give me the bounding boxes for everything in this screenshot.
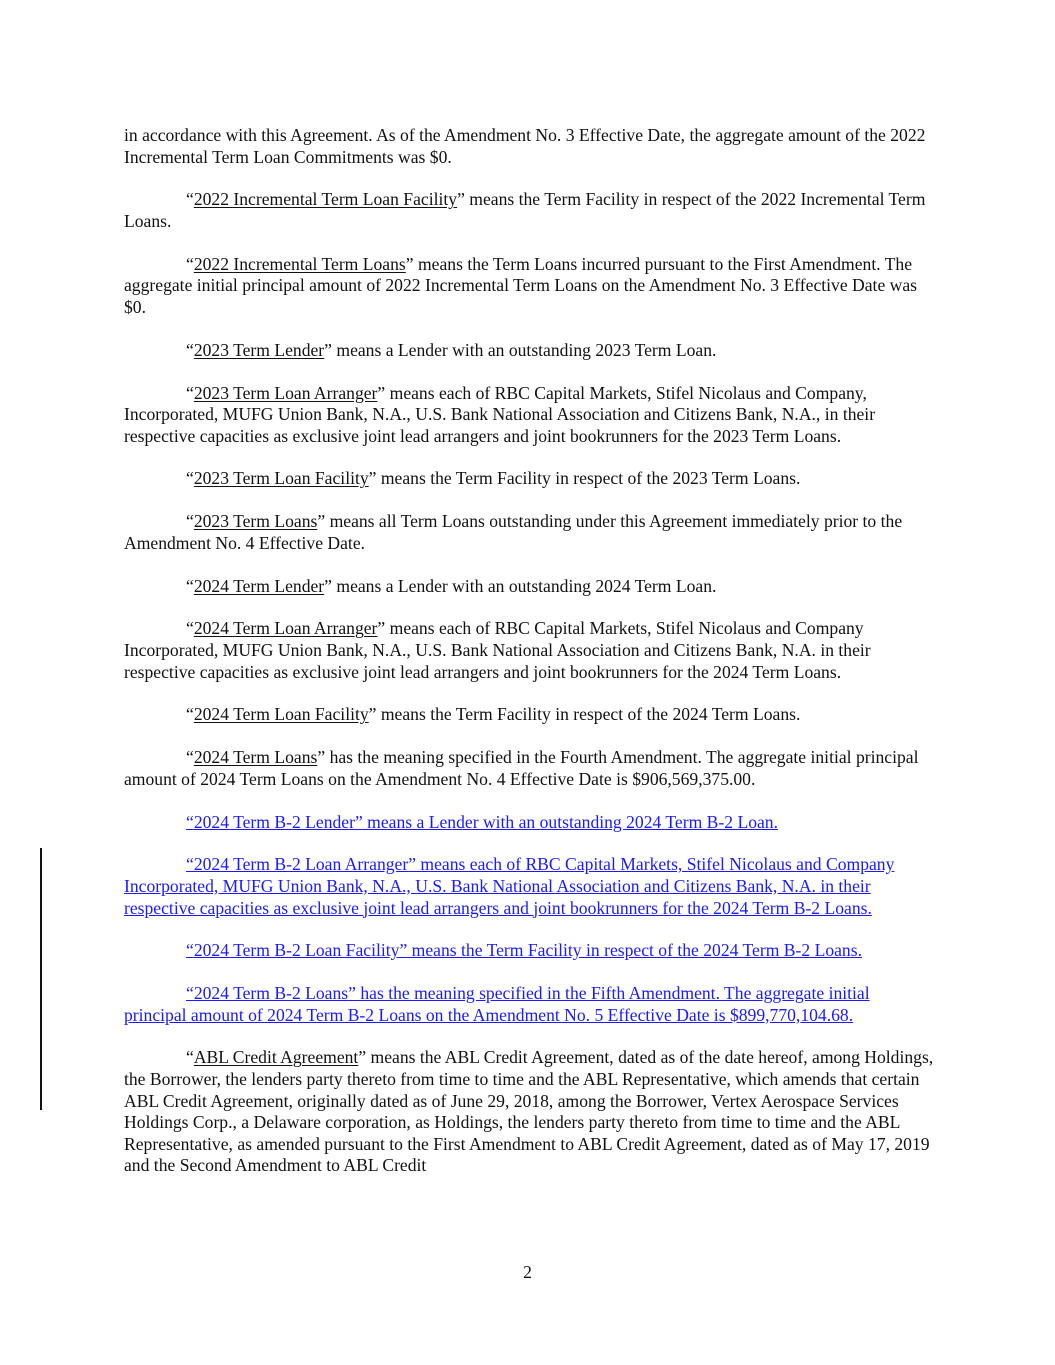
defined-term: 2024 Term B-2 Lender xyxy=(193,811,355,832)
definition-2024-term-loan-facility: “2024 Term Loan Facility” means the Term Facility in respect of the 2024 Term Loans. xyxy=(186,704,801,725)
definition-text: means each of RBC Capital Markets, Stifel Nicolaus and Company Incorporated, MUFG Union Bank, N.A., U.S. Bank National Association and Citizens Bank, N.A. in their respective capacities as exclusive joint lead arrangers and joint bookrunners for the 2024 Term Loans. xyxy=(124,618,871,682)
inserted-definition-2024-term-b2-loans: “2024 Term B-2 Loans” has the meaning specified in the Fifth Amendment. The aggregate initial principal amount of 2024 Term B-2 Loans on the Amendment No. 5 Effective Date is $899,770,104.68. xyxy=(124,983,870,1025)
definition-2024-term-loans: “2024 Term Loans” has the meaning specified in the Fourth Amendment. The aggregate initial principal amount of 2024 Term Loans on the Amendment No. 4 Effective Date is $906,569,375.00. xyxy=(124,747,919,789)
document-body xyxy=(124,125,936,1198)
defined-term: 2022 Incremental Term Loans xyxy=(193,253,406,274)
defined-term: 2024 Term B-2 Loan Arranger xyxy=(193,854,409,875)
definition-text: means each of RBC Capital Markets, Stifel Nicolaus and Company, Incorporated, MUFG Union Bank, N.A., U.S. Bank National Association and Citizens Bank, N.A., in their respective capacities as exclusive joint lead arrangers and joint bookrunners for the 2023 Term Loans. xyxy=(124,382,876,446)
defined-term: 2024 Term B-2 Loan Facility xyxy=(193,940,400,961)
defined-term: 2023 Term Loan Facility xyxy=(193,468,369,489)
page-number: 2 xyxy=(523,1262,532,1282)
definition-text: means a Lender with an outstanding 2023 Term Loan. xyxy=(331,339,717,360)
definition-text: means the Term Loans incurred pursuant to the First Amendment. The aggregate initial principal amount of 2022 Incremental Term Loans on the Amendment No. 3 Effective Date was $0. xyxy=(124,253,918,317)
defined-term: 2024 Term B-2 Loans xyxy=(193,983,349,1004)
definition-2024-term-lender: “2024 Term Lender” means a Lender with an outstanding 2024 Term Loan. xyxy=(186,575,717,596)
definition-2023-term-loan-arranger: “2023 Term Loan Arranger” means each of RBC Capital Markets, Stifel Nicolaus and Company, Incorporated, MUFG Union Bank, N.A., U.S. Bank National Association and Citizens Bank, N.A., in their respective capacities as exclusive joint lead arrangers and joint bookrunners for the 2023 Term Loans. xyxy=(124,382,876,446)
definition-2022-incremental-term-loans: “2022 Incremental Term Loans” means the Term Loans incurred pursuant to the First Amendment. The aggregate initial principal amount of 2022 Incremental Term Loans on the Amendment No. 3 Effective Date was $0. xyxy=(124,253,918,317)
definition-2022-incremental-term-loan-facility: “2022 Incremental Term Loan Facility” means the Term Facility in respect of the 2022 Incremental Term Loans. xyxy=(124,189,926,231)
defined-term: 2023 Term Loan Arranger xyxy=(193,382,378,403)
definition-2023-term-loan-facility: “2023 Term Loan Facility” means the Term Facility in respect of the 2023 Term Loans. xyxy=(186,468,801,489)
definition-text: means the ABL Credit Agreement, dated as of the date hereof, among Holdings, the Borrower, the lenders party thereto from time to time and the ABL Representative, which amends that certain ABL Credit Agreement, originally dated as of June 29, 2018, among the Borrower, Vertex Aerospace Services Holdings Corp., a Delaware corporation, as Holdings, the lenders party thereto from time to time and the ABL Representative, as amended pursuant to the First Amendment to ABL Credit Agreement, dated as of May 17, 2019 and the Second Amendment to ABL Credit xyxy=(124,1047,934,1176)
inserted-definition-2024-term-b2-loan-arranger: “2024 Term B-2 Loan Arranger” means each of RBC Capital Markets, Stifel Nicolaus and Company Incorporated, MUFG Union Bank, N.A., U.S. Bank National Association and Citizens Bank, N.A. in their respective capacities as exclusive joint lead arrangers and joint bookrunners for the 2024 Term B-2 Loans. xyxy=(124,854,895,918)
definition-text: means a Lender with an outstanding 2024 Term B-2 Loan. xyxy=(362,811,779,832)
defined-term: 2024 Term Loans xyxy=(193,747,318,768)
definition-2024-term-loan-arranger: “2024 Term Loan Arranger” means each of RBC Capital Markets, Stifel Nicolaus and Company Incorporated, MUFG Union Bank, N.A., U.S. Bank National Association and Citizens Bank, N.A. in their respective capacities as exclusive joint lead arrangers and joint bookrunners for the 2024 Term Loans. xyxy=(124,618,871,682)
definition-2023-term-lender: “2023 Term Lender” means a Lender with an outstanding 2023 Term Loan. xyxy=(186,339,717,360)
definition-text: means each of RBC Capital Markets, Stifel Nicolaus and Company Incorporated, MUFG Union Bank, N.A., U.S. Bank National Association and Citizens Bank, N.A. in their respective capacities as exclusive joint lead arrangers and joint bookrunners for the 2024 Term B-2 Loans. xyxy=(124,854,895,918)
inserted-definition-2024-term-b2-loan-facility: “2024 Term B-2 Loan Facility” means the Term Facility in respect of the 2024 Term B-2 Loans. xyxy=(186,940,862,961)
defined-term: 2022 Incremental Term Loan Facility xyxy=(193,189,458,210)
defined-term: 2023 Term Lender xyxy=(193,339,325,360)
definition-2023-term-loans: “2023 Term Loans” means all Term Loans outstanding under this Agreement immediately prior to the Amendment No. 4 Effective Date. xyxy=(124,511,903,553)
definition-abl-credit-agreement: “ABL Credit Agreement” means the ABL Credit Agreement, dated as of the date hereof, among Holdings, the Borrower, the lenders party thereto from time to time and the ABL Representative, which amends that certain ABL Credit Agreement, originally dated as of June 29, 2018, among the Borrower, Vertex Aerospace Services Holdings Corp., a Delaware corporation, as Holdings, the lenders party thereto from time to time and the ABL Representative, as amended pursuant to the First Amendment to ABL Credit Agreement, dated as of May 17, 2019 and the Second Amendment to ABL Credit xyxy=(124,1047,934,1176)
defined-term: 2024 Term Loan Facility xyxy=(193,704,369,725)
definition-text: means a Lender with an outstanding 2024 Term Loan. xyxy=(331,575,717,596)
defined-term: ABL Credit Agreement xyxy=(193,1047,359,1068)
definition-text: means all Term Loans outstanding under this Agreement immediately prior to the Amendment No. 4 Effective Date. xyxy=(124,511,903,553)
definition-text: has the meaning specified in the Fifth Amendment. The aggregate initial principal amount of 2024 Term B-2 Loans on the Amendment No. 5 Effective Date is $899,770,104.68. xyxy=(124,983,870,1025)
paragraph-text: in accordance with this Agreement. As of the Amendment No. 3 Effective Date, the aggregate amount of the 2022 Incremental Term Loan Commitments was $0. xyxy=(124,125,926,167)
paragraph-continuation xyxy=(124,125,936,168)
defined-term: 2024 Term Loan Arranger xyxy=(193,618,378,639)
revision-change-bar xyxy=(40,848,42,1110)
definition-text: means the Term Facility in respect of the 2024 Term Loans. xyxy=(376,704,801,725)
definition-text: means the Term Facility in respect of the 2022 Incremental Term Loans. xyxy=(124,189,926,231)
inserted-definition-2024-term-b2-lender: “2024 Term B-2 Lender” means a Lender with an outstanding 2024 Term B-2 Loan. xyxy=(186,811,779,832)
definition-text: has the meaning specified in the Fourth Amendment. The aggregate initial principal amount of 2024 Term Loans on the Amendment No. 4 Effective Date is $906,569,375.00. xyxy=(124,747,919,789)
definition-text: means the Term Facility in respect of the 2023 Term Loans. xyxy=(376,468,801,489)
definition-text: means the Term Facility in respect of the 2024 Term B-2 Loans. xyxy=(407,940,862,961)
defined-term: 2023 Term Loans xyxy=(193,511,318,532)
defined-term: 2024 Term Lender xyxy=(193,575,325,596)
